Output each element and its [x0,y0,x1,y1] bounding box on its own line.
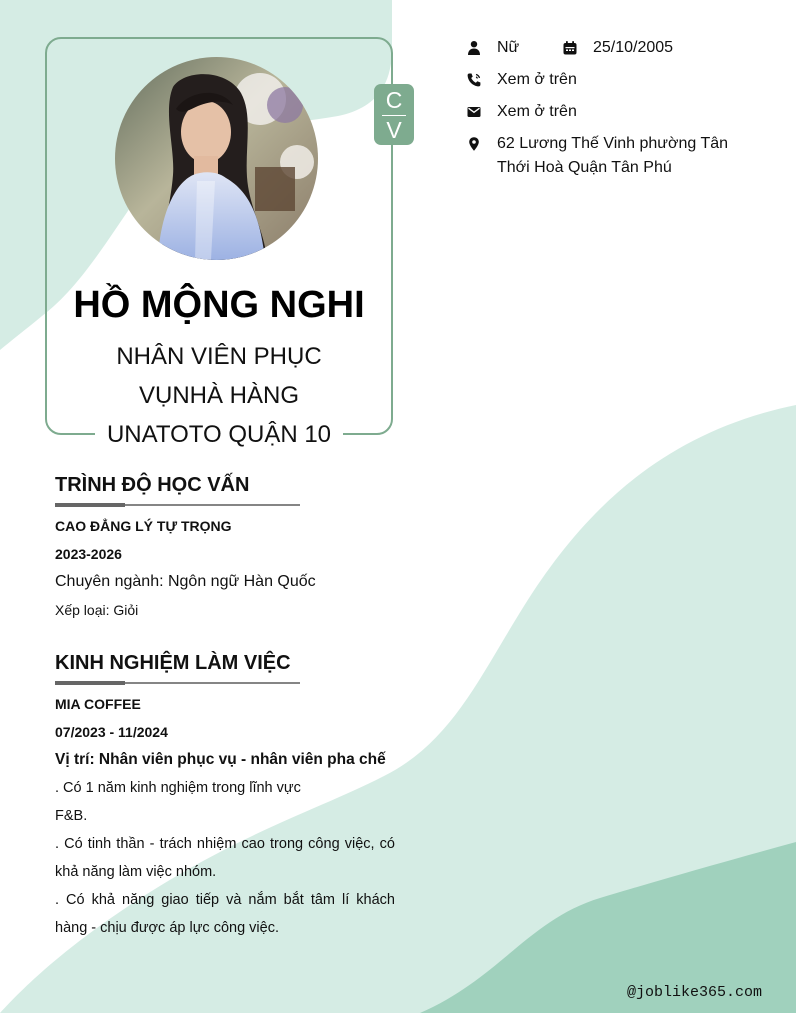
experience-bullet-1: . Có 1 năm kinh nghiệm trong lĩnh vực [55,780,301,796]
job-title-line-3-wrap [45,415,393,454]
email-row [466,100,577,124]
experience-position: Vị trí: Nhân viên phục vụ - nhân viên pha chế [55,751,386,768]
education-period: 2023-2026 [55,546,122,562]
candidate-name: HỒ MỘNG NGHI [73,284,365,326]
cv-badge-top-letter: C [385,87,403,113]
education-school: CAO ĐẲNG LÝ TỰ TRỌNG [55,518,232,534]
location-pin-icon [466,132,482,156]
phone-icon [466,68,482,92]
job-title-line-2: VỤNHÀ HÀNG [138,382,300,409]
website-watermark: @joblike365.com [627,984,763,1001]
gender-row [466,36,519,60]
phone-row [466,68,577,92]
address-row [466,132,747,180]
calendar-icon [562,36,578,60]
job-title-line-1: NHÂN VIÊN PHỤC [116,343,322,370]
experience-details [55,694,395,944]
experience-company: MIA COFFEE [55,696,141,712]
phone-value: Xem ở trên [497,71,577,88]
job-title-line-3: UNATOTO QUẬN 10 [95,415,343,454]
experience-bullet-3: . Có khả năng giao tiếp và nắm bắt tâm lí khách hàng - chịu được áp lực công việc. [55,892,395,936]
mail-icon [466,100,482,124]
experience-heading-accent [55,681,125,685]
job-title [45,337,393,454]
experience-period: 07/2023 - 11/2024 [55,724,168,740]
gender-value: Nữ [497,39,520,56]
education-rank: Xếp loại: Giỏi [55,602,139,618]
education-major: Chuyên ngành: Ngôn ngữ Hàn Quốc [55,573,316,590]
person-icon [466,36,482,60]
birthdate-row [562,36,673,60]
experience-bullet-1-continuation: F&B. [55,808,88,824]
cv-badge-divider [382,115,406,116]
profile-photo [115,57,318,260]
cv-badge-bottom-letter: V [386,117,402,143]
email-value: Xem ở trên [497,103,577,120]
experience-heading: KINH NGHIỆM LÀM VIỆC [55,652,291,674]
birthdate-value: 25/10/2005 [593,39,674,56]
education-details [55,516,395,626]
experience-bullet-2: . Có tinh thần - trách nhiệm cao trong công việc, có khả năng làm việc nhóm. [55,836,395,880]
education-heading-accent [55,503,125,507]
education-heading: TRÌNH ĐỘ HỌC VẤN [55,474,250,496]
cv-badge [374,84,414,145]
address-value: 62 Lương Thế Vinh phường Tân Thới Hoà Quận Tân Phú [497,135,729,176]
